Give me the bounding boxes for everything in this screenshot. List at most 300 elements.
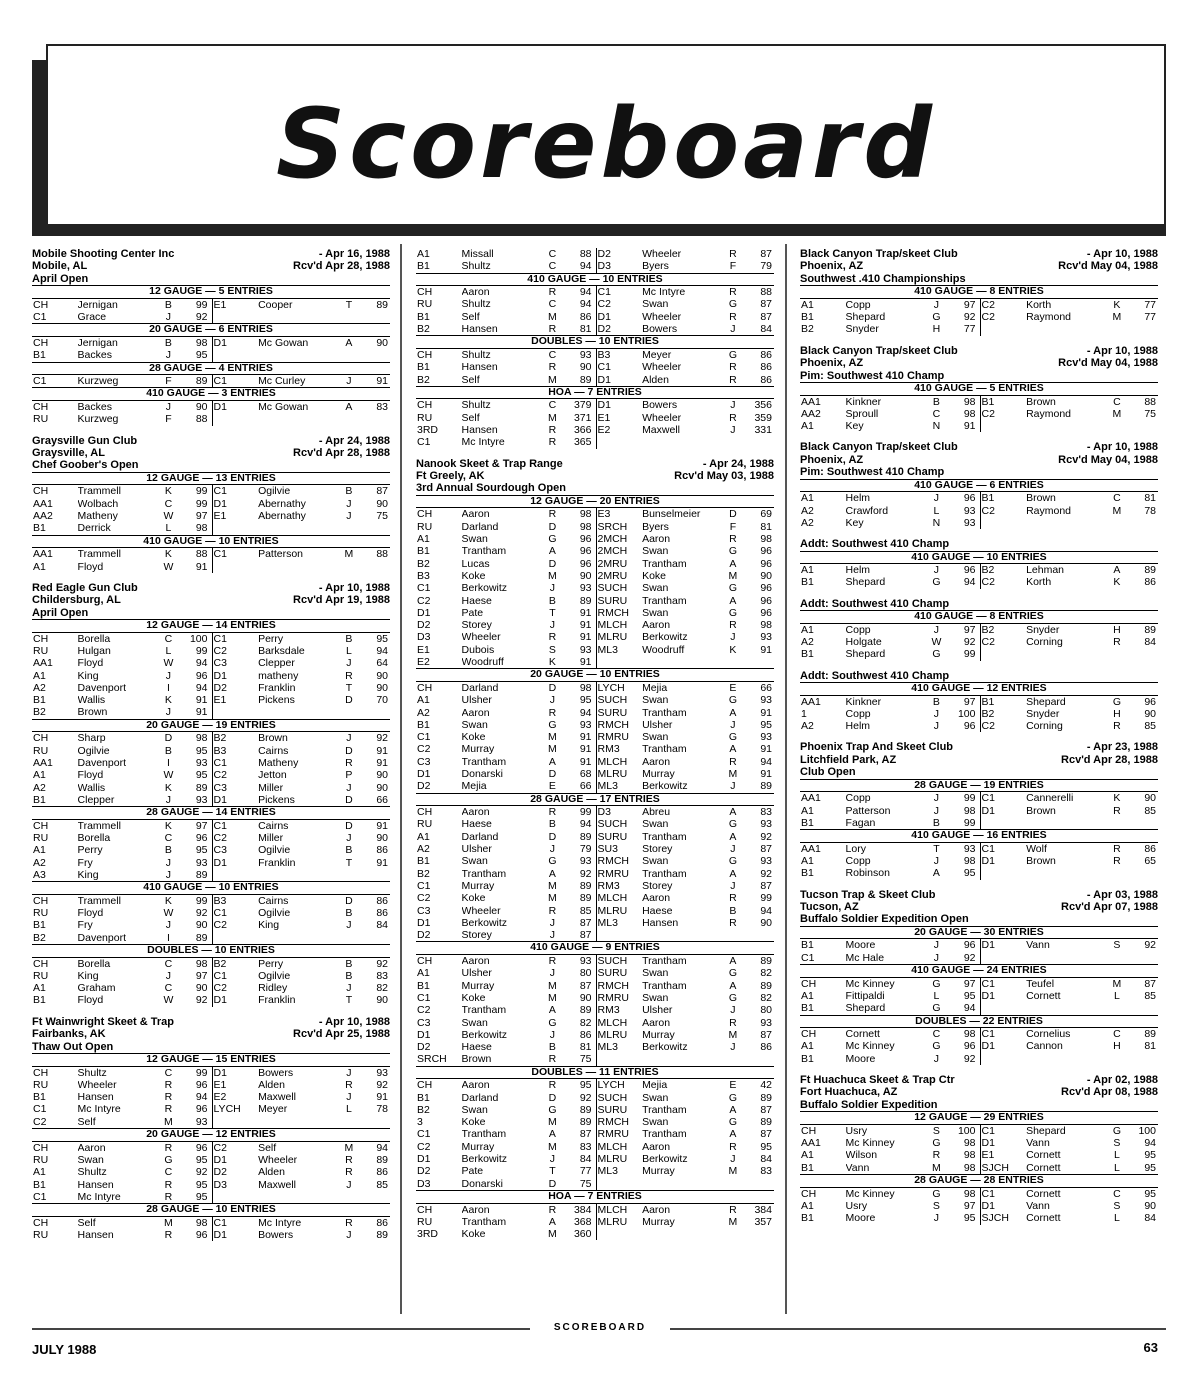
- cell-score: 96: [948, 1040, 980, 1052]
- cell-class: D1: [417, 767, 431, 780]
- table-row: [416, 248, 774, 260]
- cell-squad: J: [730, 718, 736, 731]
- cell-squad: M: [548, 879, 557, 892]
- gauge-section-header: 410 GAUGE — 8 ENTRIES: [800, 610, 1158, 624]
- cell-squad: F: [165, 375, 172, 388]
- cell-shooter: Sproull: [845, 407, 879, 420]
- cell-score: 84: [760, 1153, 772, 1166]
- cell-squad: J: [346, 1229, 352, 1242]
- shoot-name: Buffalo Soldier Expedition: [800, 1098, 938, 1111]
- cell-shooter: Ulsher: [461, 967, 492, 980]
- cell-score: 96: [1144, 695, 1156, 708]
- cell-score: 91: [564, 731, 596, 743]
- cell-score: 97: [180, 820, 212, 832]
- cell-score: 359: [754, 411, 772, 424]
- table-row: [32, 958, 390, 970]
- gauge-section-header: 410 GAUGE — 10 ENTRIES: [800, 551, 1158, 565]
- cell-class: C1: [417, 879, 431, 892]
- cell-score: 92: [180, 994, 212, 1006]
- cell-shooter: Bowers: [642, 323, 678, 336]
- cell-shooter: Perry: [258, 957, 284, 970]
- cell-class: RU: [33, 1229, 49, 1242]
- table-row: [32, 645, 390, 657]
- cell-score: 371: [564, 412, 596, 424]
- event-date: - Apr 23, 1988: [1086, 741, 1158, 754]
- gauge-section-header: 28 GAUGE — 19 ENTRIES: [800, 779, 1158, 793]
- event-header-row: [32, 459, 390, 471]
- cell-score: 91: [376, 744, 388, 757]
- cell-squad: B: [932, 816, 940, 829]
- cell-score: 80: [564, 967, 596, 979]
- cell-squad: B: [345, 957, 353, 970]
- cell-squad: W: [163, 657, 174, 670]
- cell-score: 87: [564, 917, 596, 929]
- cell-class: CH: [417, 955, 433, 968]
- table-row: [416, 955, 774, 967]
- cell-shooter: Trantham: [642, 557, 687, 570]
- cell-score: 92: [180, 1166, 212, 1178]
- cell-shooter: Cannerelli: [1026, 792, 1074, 805]
- table-row: [32, 745, 390, 757]
- cell-squad: J: [730, 1041, 736, 1054]
- cell-squad: J: [730, 323, 736, 336]
- cell-class: B2: [417, 557, 430, 570]
- cell-class: [212, 413, 258, 425]
- cell-squad: M: [1112, 311, 1122, 324]
- gauge-section-header: HOA — 7 ENTRIES: [416, 386, 774, 400]
- cell-squad: R: [164, 1141, 173, 1154]
- cell-squad: T: [345, 856, 353, 869]
- cell-class: C2: [213, 982, 227, 995]
- cell-squad: [722, 1178, 744, 1190]
- cell-class: B1: [33, 793, 46, 806]
- cell-score: 98: [564, 508, 596, 520]
- cell-class: D1: [213, 1066, 227, 1079]
- cell-score: 98: [948, 1149, 980, 1161]
- cell-squad: J: [165, 669, 172, 682]
- cell-squad: [722, 436, 744, 448]
- table-row: [800, 990, 1158, 1002]
- cell-shooter: Swan: [77, 1153, 104, 1166]
- cell-score: 96: [180, 832, 212, 844]
- received-date: Rcv'd May 04, 1988: [1058, 453, 1158, 466]
- cell-score: 94: [564, 260, 596, 272]
- cell-score: 99: [180, 1067, 212, 1079]
- table-row: [32, 970, 390, 982]
- cell-squad: F: [729, 520, 737, 533]
- cell-shooter: Backes: [77, 401, 112, 414]
- event-date: - Apr 10, 1988: [1086, 344, 1158, 357]
- cell-class: B1: [981, 395, 995, 408]
- cell-shooter: [1026, 1002, 1106, 1014]
- cell-score: 80: [760, 1004, 772, 1017]
- cell-shooter: King: [258, 919, 280, 932]
- cell-squad: B: [164, 298, 172, 311]
- cell-shooter: [258, 311, 338, 323]
- cell-squad: G: [548, 1016, 557, 1029]
- cell-score: 96: [180, 1103, 212, 1115]
- cell-shooter: Shepard: [845, 576, 886, 589]
- table-row: [32, 1079, 390, 1091]
- cell-class: D3: [597, 260, 611, 273]
- table-row: [800, 1002, 1158, 1014]
- cell-score: 91: [760, 743, 772, 756]
- cell-class: C2: [981, 311, 995, 324]
- table-row: [32, 932, 390, 944]
- cell-score: 86: [760, 361, 772, 374]
- cell-squad: R: [548, 1079, 557, 1092]
- cell-squad: D: [345, 694, 353, 707]
- cell-score: 92: [564, 1092, 596, 1104]
- cell-score: 79: [564, 843, 596, 855]
- cell-score: 86: [1144, 842, 1156, 855]
- table-row: [416, 768, 774, 780]
- cell-squad: M: [1112, 407, 1122, 420]
- event-header-row: [800, 260, 1158, 272]
- cell-score: 92: [760, 867, 772, 880]
- cell-squad: J: [933, 951, 940, 964]
- cell-score: 89: [180, 869, 212, 881]
- cell-shooter: Donarski: [461, 1177, 503, 1190]
- cell-score: 92: [948, 1053, 980, 1065]
- cell-squad: D: [345, 819, 353, 832]
- table-row: [32, 349, 390, 361]
- cell-score: 85: [1144, 804, 1156, 817]
- cell-shooter: Moore: [845, 1212, 876, 1225]
- cell-class: AA2: [33, 510, 53, 523]
- cell-shooter: King: [77, 669, 99, 682]
- cell-squad: G: [548, 855, 557, 868]
- cell-class: AA1: [801, 792, 821, 805]
- cell-squad: J: [165, 401, 172, 414]
- cell-class: C1: [213, 485, 227, 498]
- cell-score: 87: [760, 1103, 772, 1116]
- cell-class: B2: [981, 623, 995, 636]
- table-row: [800, 1137, 1158, 1149]
- table-row: [416, 1041, 774, 1053]
- cell-score: [1128, 1002, 1158, 1014]
- cell-squad: I: [166, 756, 170, 769]
- event-header-row: [800, 741, 1158, 753]
- cell-squad: G: [1112, 1124, 1122, 1137]
- cell-squad: C: [548, 348, 557, 361]
- event-block: [800, 889, 1158, 1065]
- cell-score: 98: [948, 1162, 980, 1174]
- cell-score: 91: [948, 420, 980, 432]
- cell-shooter: Franklin: [258, 681, 296, 694]
- table-row: [800, 720, 1158, 732]
- cell-class: B1: [33, 522, 46, 535]
- cell-squad: R: [548, 436, 557, 449]
- cell-shooter: [258, 1116, 338, 1128]
- cell-score: 93: [760, 694, 772, 707]
- cell-squad: C: [548, 248, 557, 260]
- cell-squad: R: [164, 1103, 173, 1116]
- cell-squad: S: [932, 1124, 940, 1137]
- cell-squad: J: [346, 781, 352, 794]
- cell-shooter: Copp: [845, 298, 871, 311]
- cell-class: SJCH: [981, 1212, 1009, 1225]
- cell-shooter: Wallis: [77, 781, 106, 794]
- table-row: [416, 1053, 774, 1065]
- cell-shooter: Fry: [77, 919, 93, 932]
- cell-squad: R: [729, 1140, 737, 1153]
- event-block: [32, 435, 390, 573]
- cell-class: ML3: [597, 916, 618, 929]
- cell-shooter: Copp: [845, 792, 871, 805]
- cell-class: A1: [33, 982, 46, 995]
- cell-score: 96: [760, 606, 772, 619]
- cell-squad: W: [163, 769, 174, 782]
- cell-score: 96: [564, 533, 596, 545]
- cell-score: 96: [180, 1229, 212, 1241]
- cell-shooter: [642, 436, 722, 448]
- cell-squad: L: [1114, 1212, 1120, 1225]
- results-table: [32, 485, 390, 534]
- cell-score: 99: [948, 817, 980, 829]
- results-table: [32, 548, 390, 573]
- cell-class: MLCH: [597, 892, 628, 905]
- cell-score: 90: [376, 769, 388, 782]
- cell-class: A1: [417, 533, 430, 546]
- cell-score: 87: [564, 929, 596, 941]
- cell-class: C2: [981, 576, 995, 589]
- cell-class: B1: [33, 1178, 46, 1191]
- page-number: 63: [1143, 1340, 1158, 1355]
- table-row: [32, 994, 390, 1006]
- cell-score: 86: [376, 1166, 388, 1179]
- cell-squad: R: [729, 892, 737, 905]
- cell-shooter: Trantham: [461, 867, 507, 880]
- table-row: [32, 907, 390, 919]
- gauge-section-header: 12 GAUGE — 15 ENTRIES: [32, 1053, 390, 1067]
- cell-score: 84: [564, 1153, 596, 1165]
- shoot-name: April Open: [32, 272, 89, 285]
- cell-squad: J: [730, 631, 736, 644]
- cell-class: C1: [597, 361, 611, 374]
- cell-squad: R: [164, 1229, 173, 1242]
- cell-squad: K: [164, 894, 172, 907]
- cell-shooter: [642, 1053, 722, 1065]
- cell-score: 331: [754, 424, 772, 437]
- cell-squad: R: [164, 1190, 173, 1203]
- gauge-section-header: 20 GAUGE — 12 ENTRIES: [32, 1128, 390, 1142]
- cell-squad: J: [346, 982, 352, 995]
- cell-class: B3: [417, 569, 430, 582]
- cell-shooter: Floyd: [77, 994, 104, 1007]
- cell-squad: F: [165, 413, 172, 426]
- event-header-row: [416, 482, 774, 494]
- cell-squad: R: [548, 1203, 557, 1216]
- cell-squad: M: [728, 767, 738, 780]
- cell-squad: B: [932, 695, 940, 708]
- cell-squad: A: [548, 755, 556, 768]
- cell-squad: C: [1113, 492, 1121, 505]
- gauge-section-header: 28 GAUGE — 17 ENTRIES: [416, 793, 774, 807]
- cell-class: [980, 517, 1026, 529]
- gauge-section-header: DOUBLES — 10 ENTRIES: [32, 944, 390, 958]
- cell-squad: R: [164, 1091, 173, 1104]
- table-row: [32, 670, 390, 682]
- cell-score: 68: [564, 768, 596, 780]
- column-divider: [400, 244, 402, 1314]
- cell-shooter: Alden: [642, 373, 669, 386]
- cell-class: D1: [597, 399, 611, 412]
- cell-shooter: Vann: [1026, 1137, 1050, 1150]
- cell-class: SURU: [597, 706, 628, 719]
- cell-score: 81: [1144, 1040, 1156, 1053]
- table-row: [32, 769, 390, 781]
- club-name: Ft Wainwright Skeet & Trap: [32, 1015, 174, 1028]
- cell-score: 86: [760, 1041, 772, 1054]
- cell-squad: R: [548, 806, 557, 819]
- table-row: [32, 311, 390, 323]
- cell-score: 93: [760, 631, 772, 644]
- cell-squad: I: [166, 931, 170, 944]
- table-row: [32, 869, 390, 881]
- cell-shooter: Mc Intyre: [642, 286, 686, 299]
- cell-score: 92: [948, 636, 980, 648]
- cell-class: C2: [417, 743, 431, 756]
- cell-squad: T: [345, 681, 353, 694]
- cell-class: B1: [801, 1161, 814, 1174]
- cell-class: CH: [33, 298, 49, 311]
- cell-class: C2: [597, 298, 611, 311]
- event-header-row: [800, 766, 1158, 778]
- cell-class: MLRU: [597, 767, 628, 780]
- cell-squad: J: [549, 916, 556, 929]
- cell-score: 94: [760, 755, 772, 768]
- cell-shooter: Bunselmeier: [642, 508, 701, 521]
- cell-class: B1: [417, 718, 430, 731]
- cell-class: AA1: [801, 695, 821, 708]
- cell-squad: W: [163, 510, 174, 523]
- cell-score: 91: [564, 756, 596, 768]
- cell-squad: [338, 1116, 360, 1128]
- cell-score: 95: [948, 1212, 980, 1224]
- cell-score: 93: [760, 818, 772, 831]
- cell-squad: G: [548, 1103, 557, 1116]
- cell-shooter: Murray: [642, 1028, 675, 1041]
- cell-shooter: Byers: [642, 520, 669, 533]
- table-row: [416, 607, 774, 619]
- table-row: [416, 1216, 774, 1228]
- cell-score: [360, 561, 390, 573]
- event-date: - Apr 10, 1988: [318, 1015, 390, 1028]
- cell-shooter: Berkowitz: [461, 916, 508, 929]
- cell-class: CH: [417, 681, 433, 694]
- cell-score: 81: [564, 1041, 596, 1053]
- cell-squad: A: [548, 1215, 556, 1228]
- cell-class: D3: [597, 806, 611, 819]
- results-table: [32, 732, 390, 806]
- cell-squad: T: [549, 1165, 556, 1178]
- cell-class: RM3: [597, 743, 620, 756]
- table-row: [416, 1128, 774, 1140]
- cell-squad: A: [729, 806, 737, 819]
- cell-class: AA1: [801, 395, 821, 408]
- table-row: [416, 1104, 774, 1116]
- cell-shooter: Cornett: [1026, 989, 1061, 1002]
- cell-shooter: Borella: [77, 632, 111, 645]
- cell-squad: D: [548, 1177, 557, 1190]
- cell-shooter: Berkowitz: [642, 631, 688, 644]
- cell-class: A1: [33, 669, 46, 682]
- cell-shooter: [1026, 817, 1106, 829]
- cell-class: MLCH: [597, 1140, 628, 1153]
- cell-squad: A: [729, 1103, 737, 1116]
- cell-class: MLCH: [597, 1016, 628, 1029]
- cell-score: 89: [564, 1104, 596, 1116]
- cell-score: 78: [376, 1103, 388, 1116]
- cell-squad: K: [548, 656, 556, 669]
- table-row: [416, 412, 774, 424]
- cell-class: RM3: [597, 879, 620, 892]
- cell-class: CH: [33, 401, 49, 414]
- cell-class: CH: [417, 1203, 433, 1216]
- cell-squad: P: [345, 769, 353, 782]
- cell-squad: J: [730, 780, 736, 793]
- event-header-row: [800, 913, 1158, 925]
- cell-squad: K: [164, 485, 172, 498]
- cell-class: D2: [213, 681, 227, 694]
- table-row: [800, 1200, 1158, 1212]
- cell-shooter: Self: [461, 310, 480, 323]
- cell-shooter: Koke: [461, 731, 486, 744]
- cell-class: AA1: [801, 1137, 821, 1150]
- cell-squad: W: [931, 636, 942, 648]
- cell-squad: L: [346, 1103, 352, 1116]
- table-row: [800, 408, 1158, 420]
- cell-shooter: Mc Gowan: [258, 337, 309, 349]
- cell-shooter: [258, 522, 338, 534]
- cell-squad: R: [1113, 855, 1121, 868]
- cell-score: 95: [180, 349, 212, 361]
- cell-squad: R: [1113, 842, 1121, 855]
- cell-class: A2: [33, 781, 46, 794]
- table-row: [416, 595, 774, 607]
- cell-score: 85: [564, 905, 596, 917]
- event-header-row: [800, 670, 1158, 682]
- cell-class: D3: [213, 1178, 227, 1191]
- cell-score: 90: [376, 337, 388, 349]
- cell-squad: J: [933, 855, 940, 868]
- cell-class: SUCH: [597, 582, 628, 595]
- table-row: [32, 1179, 390, 1191]
- cell-shooter: Trammell: [77, 485, 121, 498]
- cell-class: MLRU: [597, 1028, 628, 1041]
- cell-shooter: Trantham: [642, 706, 687, 719]
- cell-shooter: Swan: [642, 967, 669, 980]
- cell-shooter: Hansen: [77, 1229, 114, 1242]
- cell-squad: J: [346, 1091, 352, 1104]
- cell-class: C2: [33, 1115, 47, 1128]
- cell-shooter: Snyder: [1026, 707, 1060, 720]
- cell-shooter: Cornelius: [1026, 1028, 1071, 1041]
- table-row: [416, 260, 774, 272]
- event-date: - Apr 02, 1988: [1086, 1074, 1158, 1087]
- cell-class: D1: [981, 989, 995, 1002]
- cell-shooter: Bowers: [642, 399, 678, 412]
- table-row: [416, 967, 774, 979]
- cell-class: B2: [33, 931, 46, 944]
- cell-score: 87: [760, 298, 772, 311]
- club-name: Graysville Gun Club: [32, 434, 138, 447]
- cell-class: AA1: [33, 497, 53, 510]
- table-row: [416, 682, 774, 694]
- cell-squad: J: [549, 1153, 556, 1166]
- cell-class: CH: [801, 1124, 817, 1137]
